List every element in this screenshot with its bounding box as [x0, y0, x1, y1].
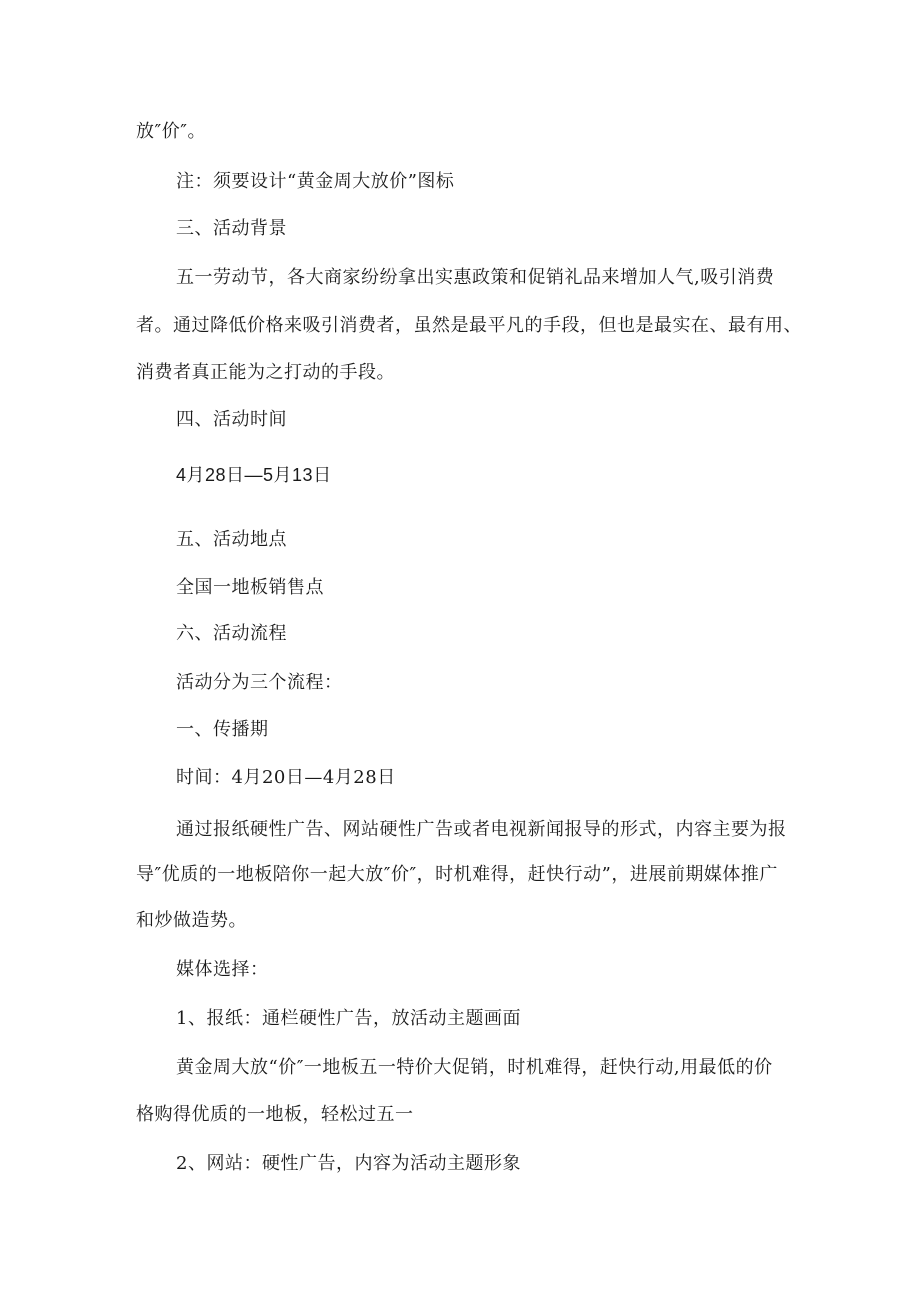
section-heading-location: 五、活动地点: [176, 529, 287, 550]
paragraph-line: 黄金周大放“价″一地板五一特价大促销，时机难得，赶快行动,用最低的价: [176, 1057, 773, 1078]
media-selection-heading: 媒体选择：: [176, 959, 269, 980]
paragraph-line: 放″价″。: [136, 121, 206, 142]
activity-date-range: 4月28日—5月13日: [176, 465, 332, 485]
media-item-newspaper: 1、报纸：通栏硬性广告，放活动主题画面: [176, 1008, 521, 1029]
paragraph-line: 导″优质的一地板陪你一起大放″价″，时机难得，赶快行动”，进展前期媒体推广: [136, 864, 778, 885]
paragraph-line: 和炒做造势。: [136, 910, 247, 931]
paragraph-line: 格购得优质的一地板，轻松过五一: [136, 1104, 414, 1125]
paragraph-line: 消费者真正能为之打动的手段。: [136, 362, 395, 383]
phase-time: 时间：4月20日—4月28日: [176, 767, 396, 788]
section-heading-time: 四、活动时间: [176, 409, 287, 430]
paragraph-line: 者。通过降低价格来吸引消费者，虽然是最平凡的手段，但也是最实在、最有用、: [136, 315, 802, 336]
location-text: 全国一地板销售点: [176, 577, 324, 598]
section-heading-background: 三、活动背景: [176, 218, 287, 239]
media-item-website: 2、网站：硬性广告，内容为活动主题形象: [176, 1153, 521, 1174]
process-intro: 活动分为三个流程：: [176, 672, 343, 693]
phase-heading: 一、传播期: [176, 719, 269, 740]
paragraph-line: 通过报纸硬性广告、网站硬性广告或者电视新闻报导的形式，内容主要为报: [176, 819, 787, 840]
section-heading-process: 六、活动流程: [176, 623, 287, 644]
note-line: 注：须要设计“黄金周大放价”图标: [176, 171, 455, 192]
paragraph-line: 五一劳动节，各大商家纷纷拿出实惠政策和促销礼品来增加人气,吸引消费: [176, 267, 775, 288]
